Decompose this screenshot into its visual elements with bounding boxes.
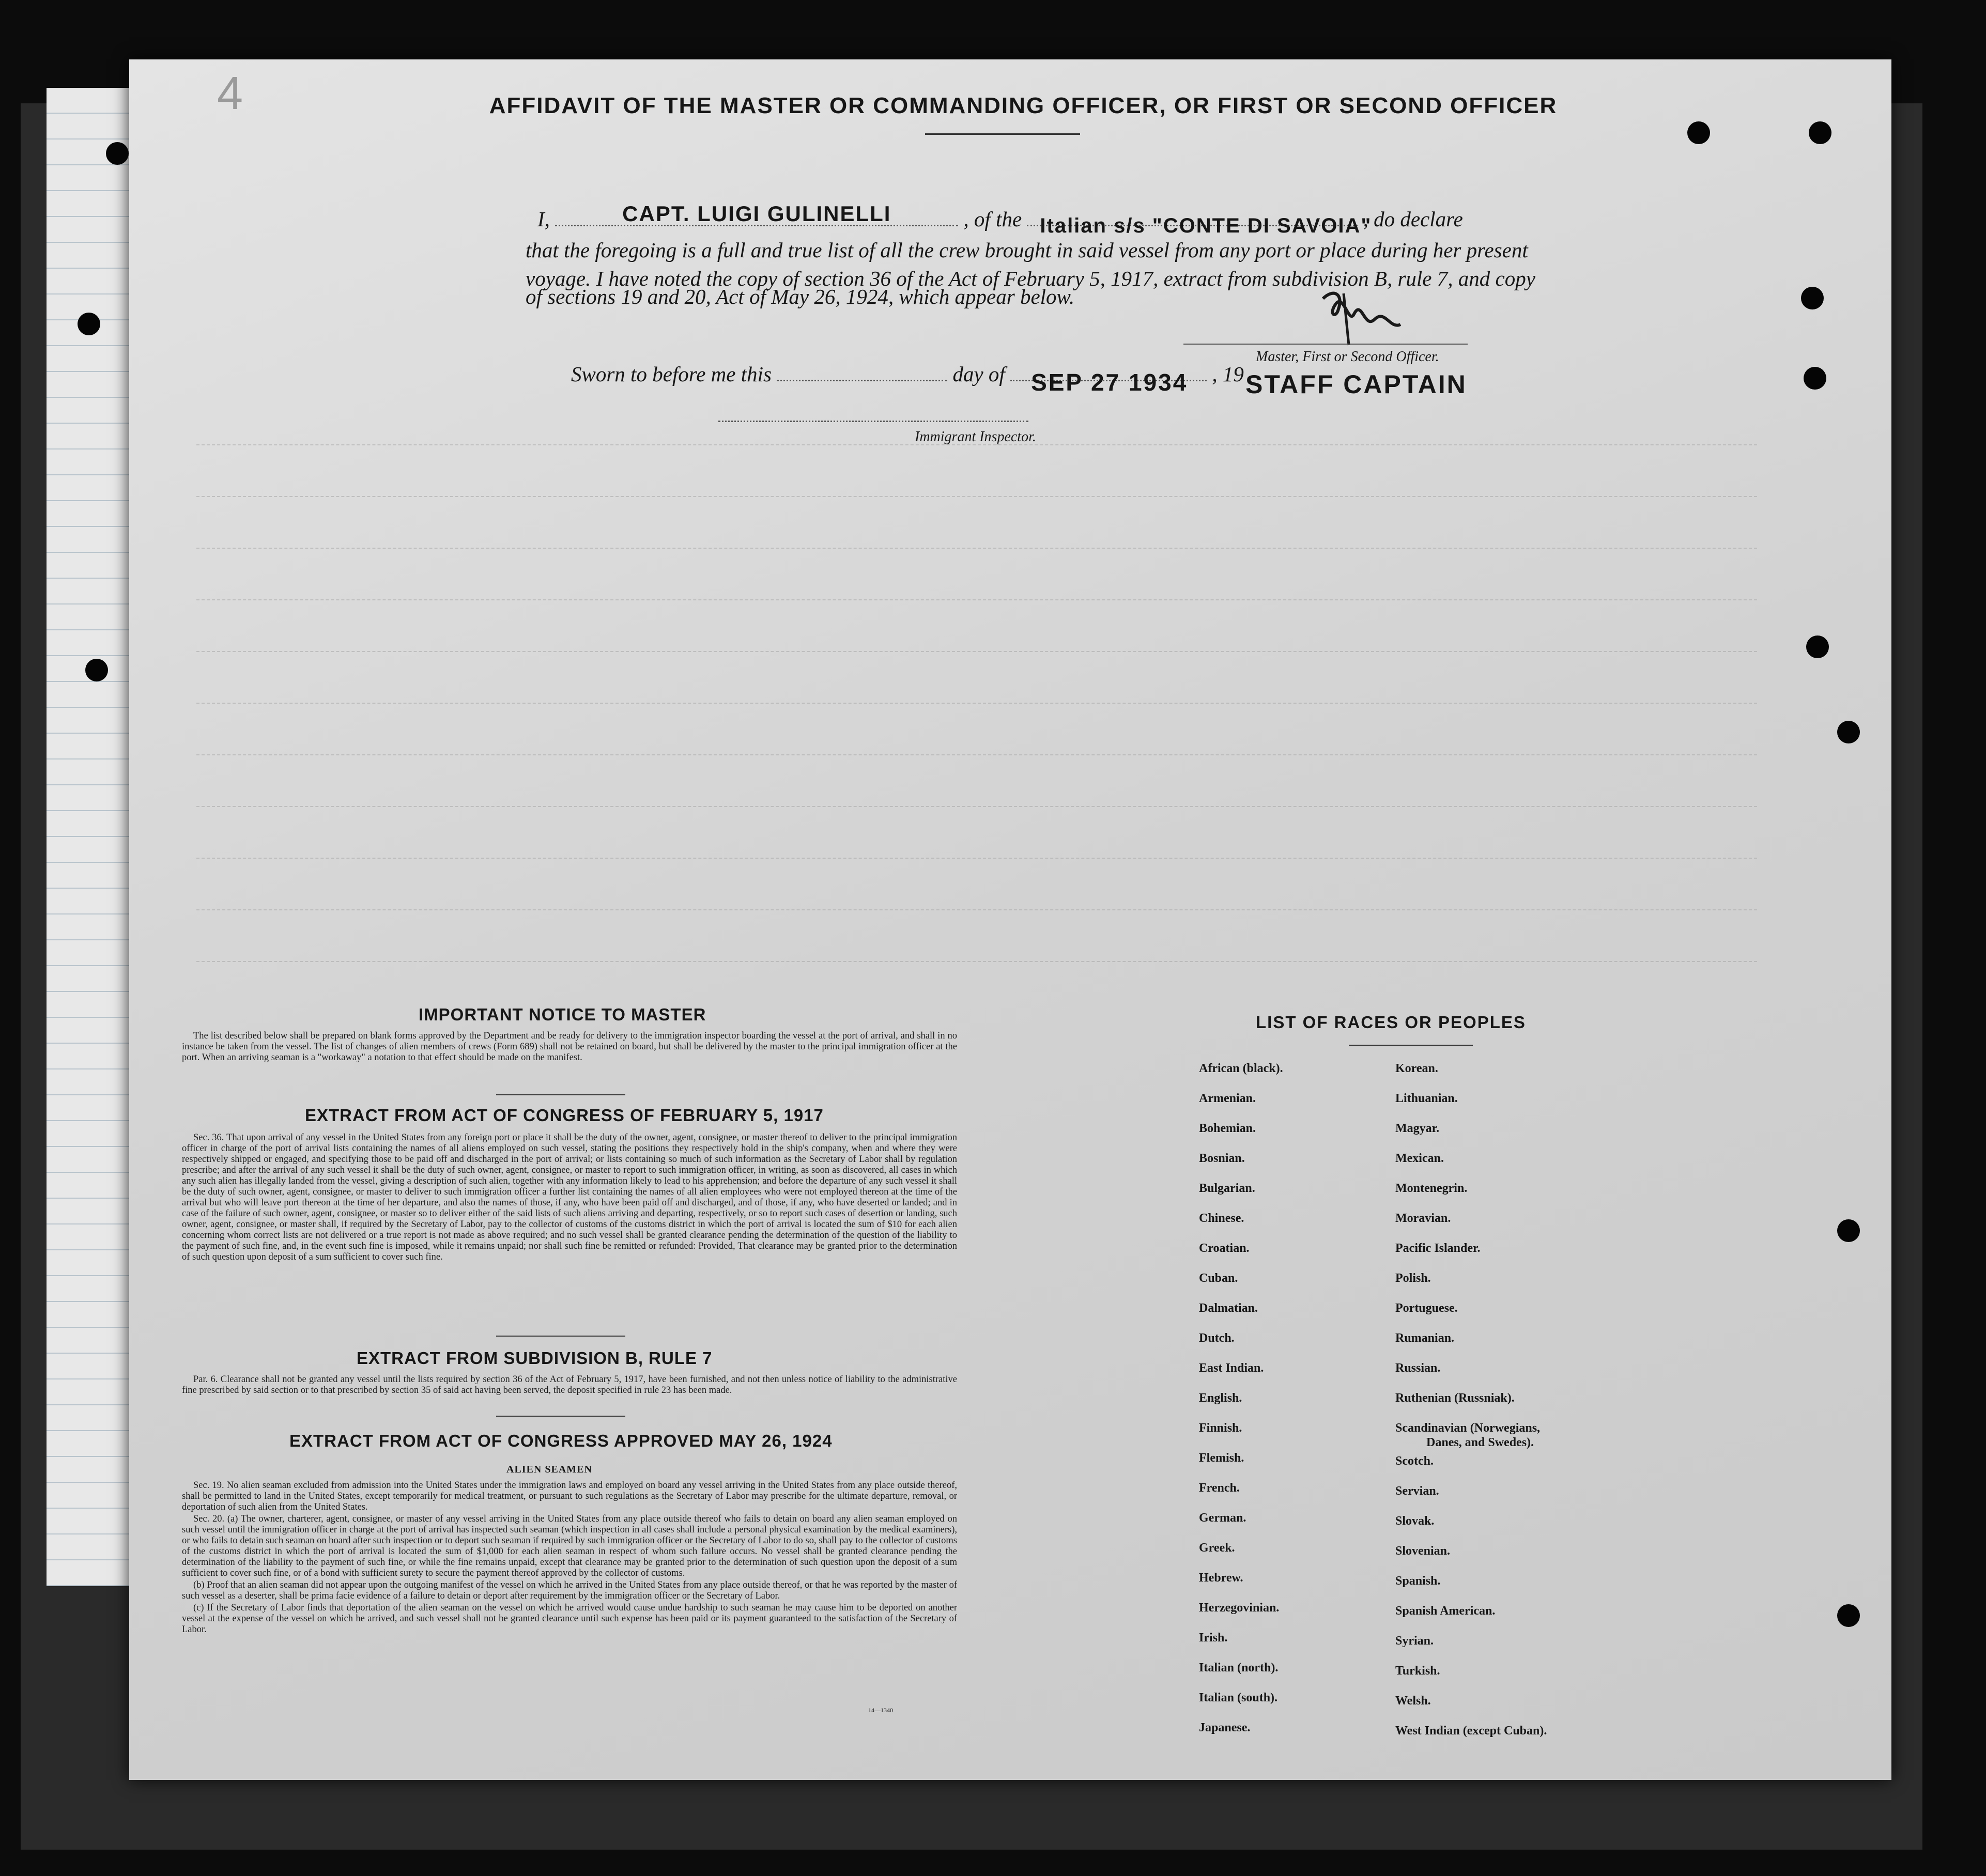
race-item: Greek.: [1199, 1541, 1235, 1555]
race-item: Bohemian.: [1199, 1122, 1256, 1135]
race-item: Italian (north).: [1199, 1661, 1279, 1675]
punch-hole: [1804, 367, 1826, 390]
race-item: Spanish American.: [1395, 1604, 1496, 1618]
extract-1924-title: EXTRACT FROM ACT OF CONGRESS APPROVED MAY 26, 1924: [289, 1431, 833, 1450]
section-divider: [496, 1336, 625, 1337]
race-item: Dalmatian.: [1199, 1301, 1258, 1315]
race-item: Irish.: [1199, 1631, 1228, 1645]
punch-hole: [106, 142, 129, 165]
title-rule: [925, 133, 1080, 135]
race-item: English.: [1199, 1391, 1242, 1405]
race-item: Korean.: [1395, 1062, 1438, 1075]
race-item: East Indian.: [1199, 1361, 1264, 1375]
race-item: Portuguese.: [1395, 1301, 1458, 1315]
punch-hole: [1809, 121, 1831, 144]
line1-suffix: , do declare: [1363, 207, 1463, 231]
race-item: Croatian.: [1199, 1242, 1250, 1255]
extract-1917-title: EXTRACT FROM ACT OF CONGRESS OF FEBRUARY 5, 1917: [305, 1106, 824, 1125]
race-item: Dutch.: [1199, 1331, 1235, 1345]
staff-captain-stamp: STAFF CAPTAIN: [1245, 370, 1467, 399]
race-item: Montenegrin.: [1395, 1182, 1468, 1195]
sworn-prefix: Sworn to before me this: [571, 362, 772, 386]
punch-hole: [1837, 1219, 1860, 1242]
affidavit-line-4: of sections 19 and 20, Act of May 26, 1924, which appear below.: [526, 285, 1075, 308]
races-title-rule: [1349, 1045, 1473, 1046]
race-item: Syrian.: [1395, 1634, 1434, 1648]
bleed-through-row: [196, 961, 1757, 963]
race-item: Slovak.: [1395, 1514, 1435, 1528]
race-item: Mexican.: [1395, 1152, 1444, 1165]
form-number: 14—1340: [868, 1707, 893, 1714]
vessel-name: Italian s/s "CONTE DI SAVOIA": [1040, 214, 1372, 237]
sworn-date-stamp: SEP 27 1934: [1031, 369, 1188, 396]
pencil-mark: 4: [217, 68, 243, 119]
races-title: LIST OF RACES OR PEOPLES: [1256, 1013, 1526, 1032]
race-item: Scandinavian (Norwegians,: [1395, 1421, 1541, 1435]
race-item: Pacific Islander.: [1395, 1242, 1481, 1255]
punch-hole: [1801, 287, 1824, 309]
race-item: Moravian.: [1395, 1212, 1451, 1225]
bleed-through-row: [196, 599, 1757, 601]
race-item: West Indian (except Cuban).: [1395, 1724, 1547, 1738]
punch-hole: [85, 659, 108, 681]
race-item: Scotch.: [1395, 1454, 1434, 1468]
bleed-through-row: [196, 496, 1757, 498]
race-item: Polish.: [1395, 1272, 1431, 1285]
race-item: Magyar.: [1395, 1122, 1440, 1135]
section-divider: [496, 1416, 625, 1417]
bleed-through-row: [196, 754, 1757, 756]
punch-hole: [1806, 635, 1829, 658]
race-item: Flemish.: [1199, 1451, 1244, 1465]
race-item: Russian.: [1395, 1361, 1441, 1375]
race-item: Cuban.: [1199, 1272, 1238, 1285]
race-item: African (black).: [1199, 1062, 1283, 1075]
rule-7-text: [182, 1374, 957, 1397]
bleed-through-row: [196, 703, 1757, 705]
extract-1917-text: [182, 1133, 957, 1264]
inspector-signature-rule: [718, 420, 1028, 422]
race-item: Welsh.: [1395, 1694, 1431, 1708]
affidavit-line-3: voyage. I have noted the copy of section 36 of the Act of February 5, 1917, extract from subdivision B, rule 7, and copy: [526, 267, 1535, 290]
notice-paragraph: The list described below shall be prepared on blank forms approved by the Department and be ready for delivery to the immigration inspector boarding the vessel at the port of arrival, and shall in no instance be taken from the vessel. The list of changes of alien members of crews (Form 689) shall not be retained on board, but shall be delivered by the master to the principal immigration officer at the port. When an arriving seaman is a "workaway" a notation to that effect should be made on the manifest.: [182, 1031, 957, 1063]
punch-hole: [78, 313, 100, 335]
master-label: Master, First or Second Officer.: [1256, 349, 1439, 365]
race-item: Lithuanian.: [1395, 1092, 1458, 1105]
race-item-continuation: Danes, and Swedes).: [1426, 1436, 1534, 1449]
race-item: Bosnian.: [1199, 1152, 1245, 1165]
punch-hole: [1837, 721, 1860, 743]
race-item: Herzegovinian.: [1199, 1601, 1280, 1615]
extract-1924-text: [182, 1480, 957, 1636]
section-divider: [496, 1094, 625, 1095]
race-item: Finnish.: [1199, 1421, 1242, 1435]
notice-text: [182, 1031, 957, 1064]
sec-20b-paragraph: (b) Proof that an alien seaman did not appear upon the outgoing manifest of the vessel on which he arrived in the United States from any place outside thereof, or that he was reported by the master of such vessel as a deserter, shall be prima facie evidence of a failure to detain or deport after requirement by the immigration officer or the Secretary of Labor.: [182, 1580, 957, 1601]
line1-prefix: I,: [537, 207, 550, 231]
bleed-through-row: [196, 909, 1757, 911]
punch-hole: [1687, 121, 1710, 144]
race-item: Servian.: [1395, 1484, 1439, 1498]
bleed-through-row: [196, 548, 1757, 550]
bleed-through-row: [196, 651, 1757, 653]
affidavit-line-2: that the foregoing is a full and true list of all the crew brought in said vessel from any port or place during her present: [526, 238, 1528, 262]
affidavit-title: AFFIDAVIT OF THE MASTER OR COMMANDING OFFICER, OR FIRST OR SECOND OFFICER: [489, 93, 1558, 118]
sworn-year: , 19: [1212, 362, 1244, 386]
race-item: Italian (south).: [1199, 1691, 1278, 1704]
sec-20a-paragraph: Sec. 20. (a) The owner, charterer, agent, consignee, or master of any vessel arriving in the United States from any place outside thereof who fails to detain on board any alien seaman employed on such vessel until the immigration officer in charge at the port of arrival has inspected such seaman (which inspection in all cases shall include a personal physical examination by the medical examiners), or who fails to detain such seaman on board after such inspection or to deport such seaman if required by such immigration officer or the Secretary of Labor to do so, shall pay to the collector of customs of the customs district in which the port of arrival is located the sum of $1,000 for each alien seaman in respect of whom such failure occurs. No vessel shall be granted clearance pending the determination of the liability to the payment of such fine, or while the fine remains unpaid, except that clearance may be granted prior to the determination of such question upon the deposit of a sum sufficient to cover such fine, or of a bond with sufficient surety to secure the payment thereof approved by the collector of customs.: [182, 1514, 957, 1578]
sec-20c-paragraph: (c) If the Secretary of Labor finds that deportation of the alien seaman on the vessel on which he arrived would cause undue hardship to such seaman he may cause him to be deported on another vessel at the expense of the vessel on which he arrived, and such vessel shall not be granted clearance until such expense has been paid or its payment guaranteed to the satisfaction of the Secretary of Labor.: [182, 1603, 957, 1635]
punch-hole: [1837, 1604, 1860, 1627]
race-item: Ruthenian (Russniak).: [1395, 1391, 1515, 1405]
rule-7-title: EXTRACT FROM SUBDIVISION B, RULE 7: [357, 1348, 713, 1368]
bleed-through-row: [196, 858, 1757, 860]
race-item: Slovenian.: [1395, 1544, 1451, 1558]
sworn-line: [571, 362, 1244, 396]
alien-seamen-subtitle: ALIEN SEAMEN: [506, 1464, 592, 1475]
sec-36-paragraph: Sec. 36. That upon arrival of any vessel in the United States from any foreign port or place it shall be the duty of the owner, agent, consignee, or master thereof to deliver to the principal immigration officer in charge of the port of arrival lists containing the names of all aliens employed on such vessel, stating the positions they respectively hold in the ship's company, when and where they were respectively shipped or engaged, and specifying those to be paid off and discharged in the port of arrival; or lists containing so much of such information as the Secretary of Labor shall by regulation prescribe; and after the arrival of any such vessel it shall be the duty of such owner, agent, consignee, or master to report to such immigration officer, in writing, as soon as discovered, all cases in which any such alien has illegally landed from the vessel, giving a description of such alien, together with any information likely to lead to his apprehension; and before the departure of any such vessel it shall be the duty of such owner, agent, consignee, or master to deliver to such immigration officer a further list containing the names of all alien employees who were not employed thereon at the time of the arrival but who will leave port thereon at the time of her departure, and also the names of those, if any, who have been paid off and discharged, and of those, if any, who have deserted or landed; and in case of the failure of such owner, agent, consignee, or master so to deliver either of the said lists of such aliens arriving and departing, respectively, or so to report such cases of desertion or landing, such owner, agent, consignee, or master shall, if required by the Secretary of Labor, pay to the collector of customs of the customs district in which the port of arrival is located the sum of $10 for each alien concerning whom correct lists are not delivered or a true report is not made as above required; and no such vessel shall be granted clearance pending the determination of the question of the liability to the payment of such fine, and, in the event such fine is imposed, while it remains unpaid; nor shall such fine be remitted or refunded: Provided, That clearance may be granted prior to the determination of such question upon deposit of a sum sufficient to cover such fine.: [182, 1133, 957, 1262]
race-item: Chinese.: [1199, 1212, 1244, 1225]
inspector-label: Immigrant Inspector.: [915, 429, 1036, 445]
race-item: Hebrew.: [1199, 1571, 1243, 1585]
sec-19-paragraph: Sec. 19. No alien seaman excluded from admission into the United States under the immigration laws and employed on board any vessel arriving in the United States from any place outside thereof, shall be permitted to land in the United States, except temporarily for medical treatment, or pursuant to such regulations as the Secretary of Labor may prescribe for the ultimate departure, removal, or deportation of such alien from the United States.: [182, 1480, 957, 1512]
sworn-day: day of: [952, 362, 1005, 386]
race-item: French.: [1199, 1481, 1240, 1495]
par-6-paragraph: Par. 6. Clearance shall not be granted any vessel until the lists required by section 36 of the Act of February 5, 1917, have been furnished, and not then unless notice of liability to the administrative fine prescribed by said section or to that prescribed by section 35 of said act having been served, the deposit specified in rule 23 has been made.: [182, 1374, 957, 1396]
race-item: Japanese.: [1199, 1721, 1251, 1734]
race-item: Bulgarian.: [1199, 1182, 1255, 1195]
master-signature-rule: [1183, 344, 1468, 345]
affidavit-line-1: [537, 201, 1463, 237]
officer-name: CAPT. LUIGI GULINELLI: [622, 201, 891, 226]
bleed-through-row: [196, 806, 1757, 808]
notice-title: IMPORTANT NOTICE TO MASTER: [419, 1005, 706, 1024]
race-item: Armenian.: [1199, 1092, 1256, 1105]
race-item: Spanish.: [1395, 1574, 1441, 1588]
race-item: Turkish.: [1395, 1664, 1440, 1678]
race-item: Rumanian.: [1395, 1331, 1455, 1345]
line1-of: , of the: [963, 207, 1022, 231]
race-item: German.: [1199, 1511, 1246, 1525]
